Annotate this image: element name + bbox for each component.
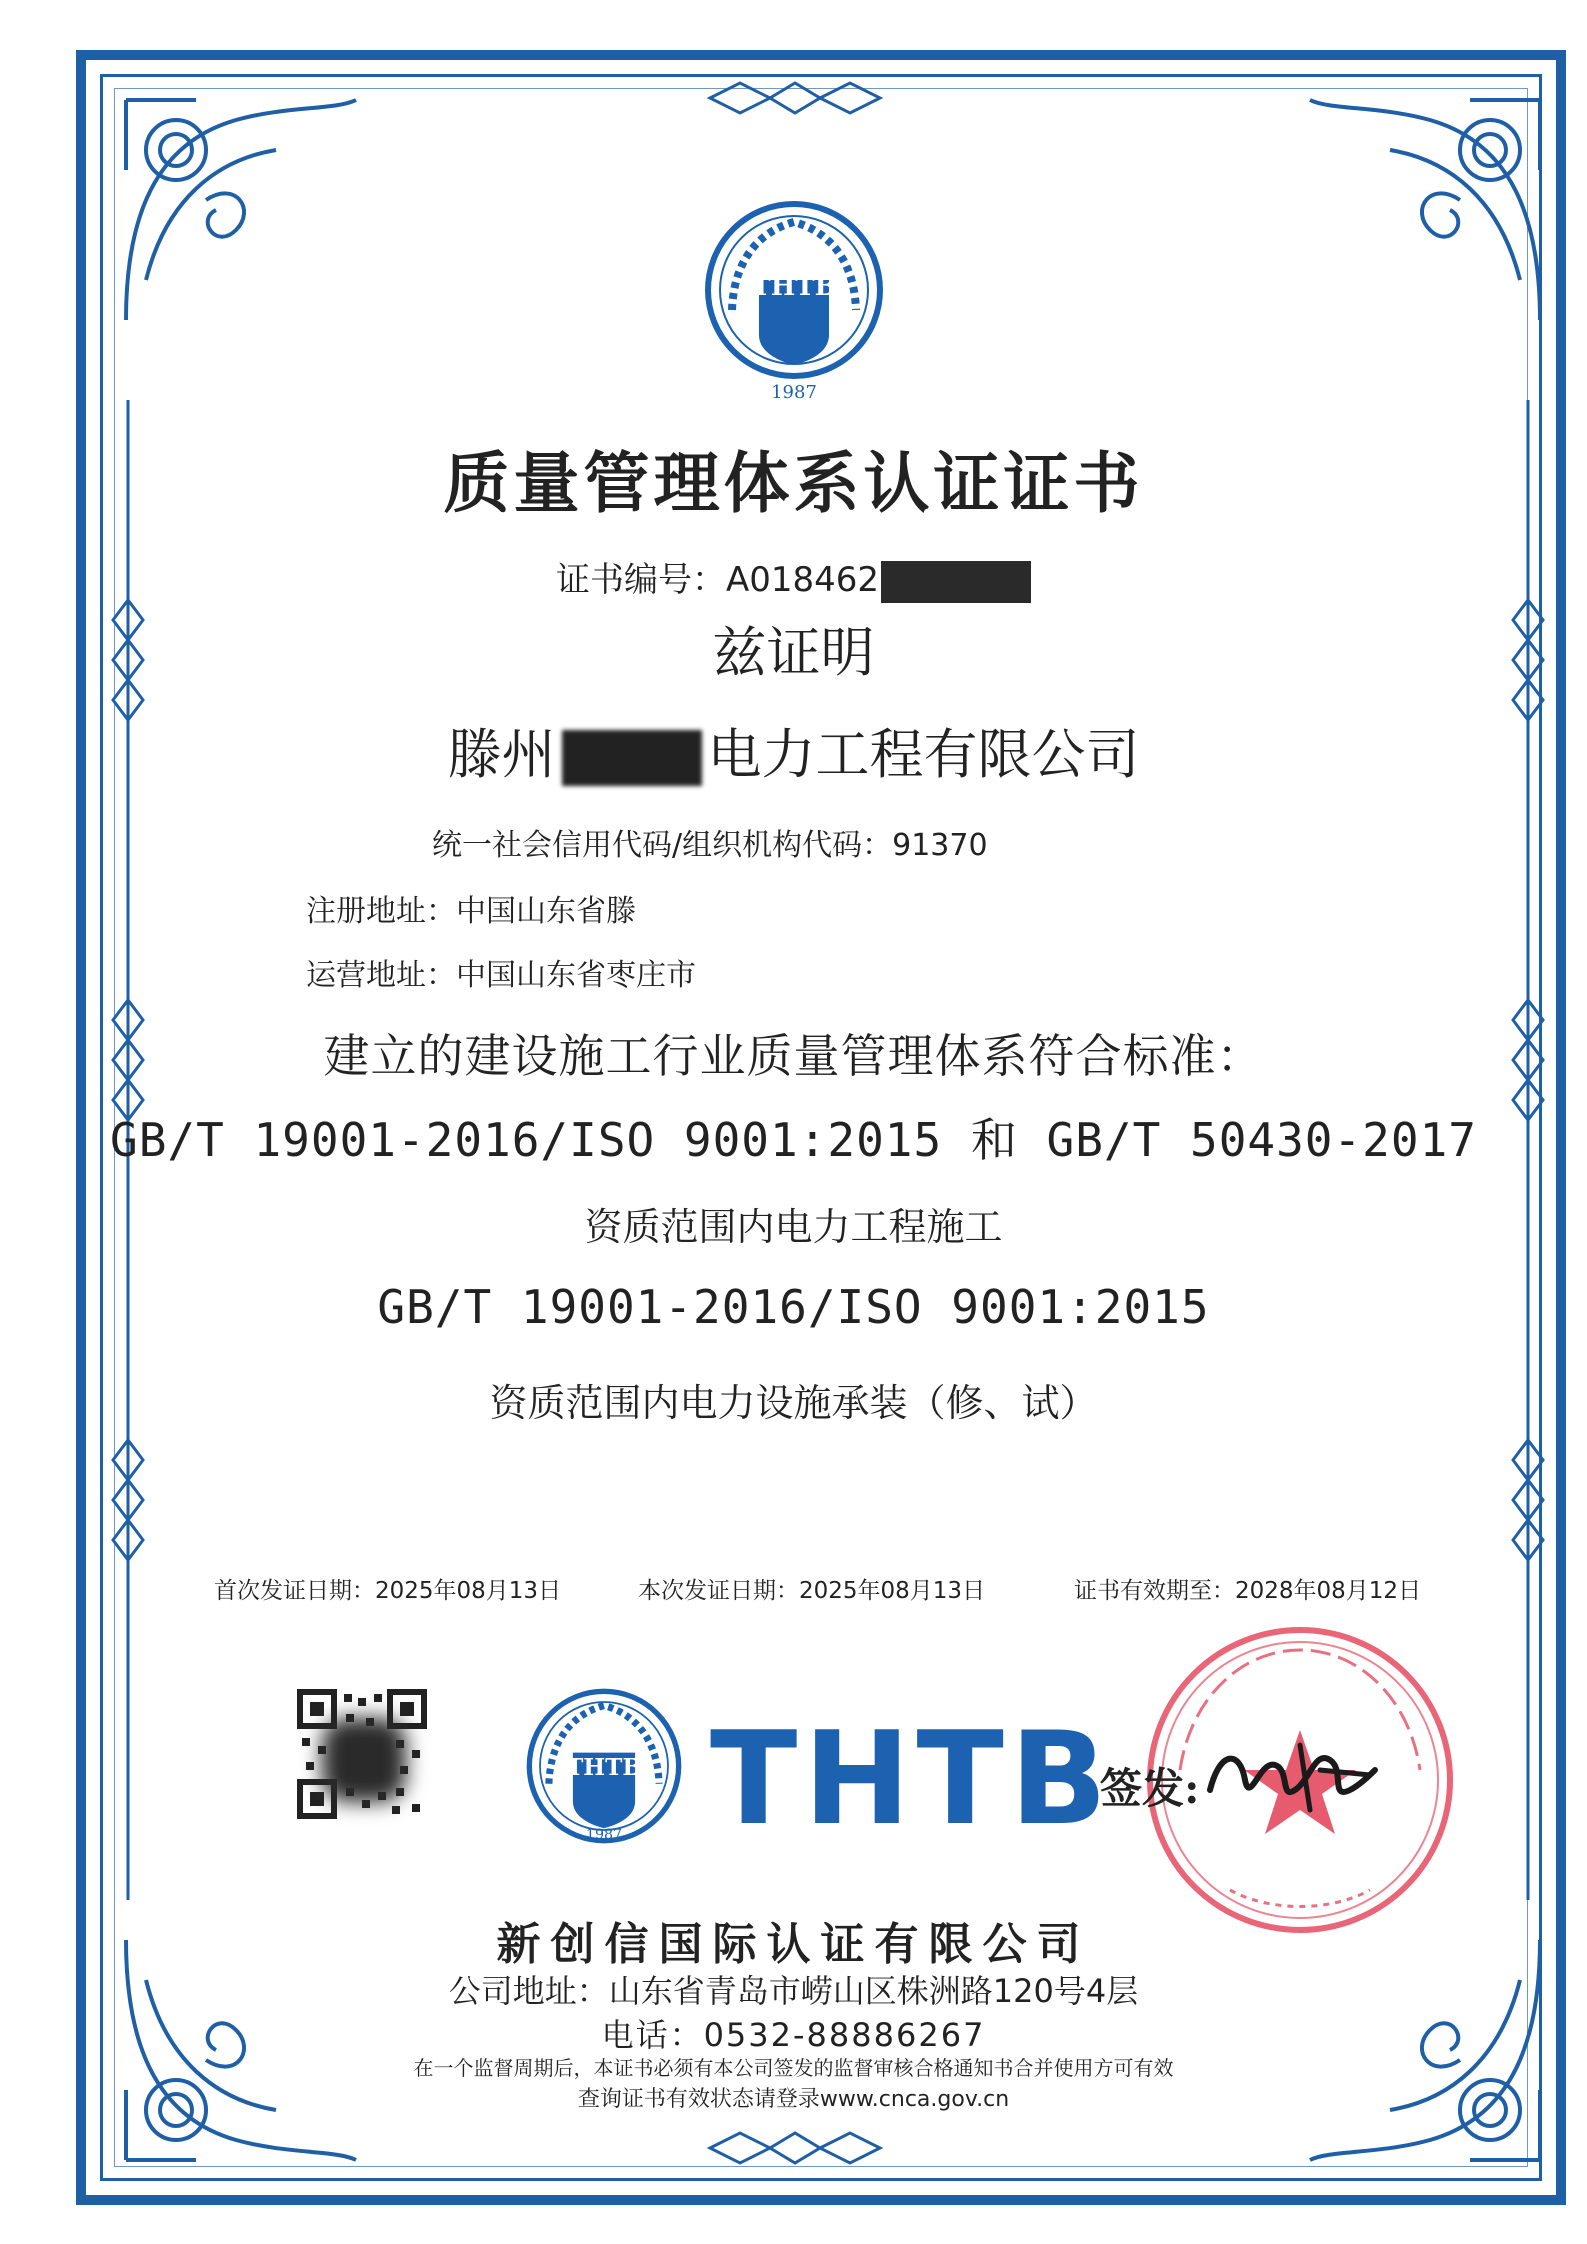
redaction-block — [562, 730, 702, 786]
emblem-text: THTB — [566, 1753, 642, 1781]
validity-note: 在一个监督周期后，本证书必须有本公司签发的监督审核合格通知书合并使用方可有效 — [413, 2056, 1174, 2080]
top-center-ornament — [700, 78, 890, 118]
issuer-phone: 电话：0532-88886267 — [601, 2016, 986, 2054]
standard-heading: 建立的建设施工行业质量管理体系符合标准： — [323, 1029, 1264, 1083]
emblem-text: THTB — [751, 272, 837, 302]
reg-address-value: 中国山东省滕 — [456, 894, 636, 929]
redaction-block — [881, 561, 1031, 603]
scope-2: 资质范围内电力设施承装（修、试） — [489, 1381, 1098, 1425]
reg-address-label: 注册地址： — [306, 894, 456, 929]
signature-label: 签发: — [1100, 1764, 1200, 1813]
standard-line-2: GB/T 19001-2016/ISO 9001:2015 — [377, 1280, 1210, 1334]
valid-until-date: 证书有效期至：2028年08月12日 — [1074, 1578, 1422, 1604]
cert-number-label: 证书编号： — [555, 560, 726, 600]
operating-address — [306, 950, 696, 994]
thtb-emblem-top — [704, 160, 884, 420]
credit-code-value: 91370 — [892, 828, 988, 863]
registered-address — [306, 886, 636, 930]
scope-1: 资质范围内电力工程施工 — [584, 1205, 1003, 1249]
certificate-title: 质量管理体系认证证书 — [443, 445, 1144, 522]
bottom-center-ornament — [700, 2128, 890, 2168]
corner-ornament-top-left — [106, 80, 366, 340]
company-suffix: 电力工程有限公司 — [707, 723, 1140, 786]
issuer-address: 公司地址：山东省青岛市崂山区株洲路120号4层 — [448, 1972, 1139, 2010]
emblem-year: 1987 — [771, 382, 817, 403]
issuer-name: 新创信国际认证有限公司 — [496, 1919, 1091, 1970]
current-issue-date: 本次发证日期：2025年08月13日 — [638, 1578, 986, 1604]
cert-number — [0, 552, 1587, 603]
query-note: 查询证书有效状态请登录www.cnca.gov.cn — [577, 2087, 1010, 2112]
first-issue-date: 首次发证日期：2025年08月13日 — [214, 1578, 562, 1604]
credit-code — [432, 820, 988, 864]
standard-line-1: GB/T 19001-2016/ISO 9001:2015 和 GB/T 50430-2017 — [110, 1113, 1477, 1167]
emblem-year: 1987 — [585, 1826, 623, 1843]
cert-number-value: A018462 — [725, 560, 880, 600]
credit-code-label: 统一社会信用代码/组织机构代码： — [432, 828, 893, 863]
qr-redaction — [322, 1718, 406, 1802]
op-address-value: 中国山东省枣庄市 — [456, 958, 696, 993]
company-name — [0, 712, 1587, 789]
corner-ornament-top-right — [1300, 80, 1560, 340]
company-prefix: 滕州 — [447, 723, 556, 786]
thtb-emblem-bottom — [524, 1686, 684, 1846]
handwritten-signature — [1200, 1730, 1380, 1820]
brand-logo-text: THTB — [710, 1705, 1114, 1854]
hereby-text: 兹证明 — [712, 621, 875, 684]
op-address-label: 运营地址： — [306, 958, 456, 993]
